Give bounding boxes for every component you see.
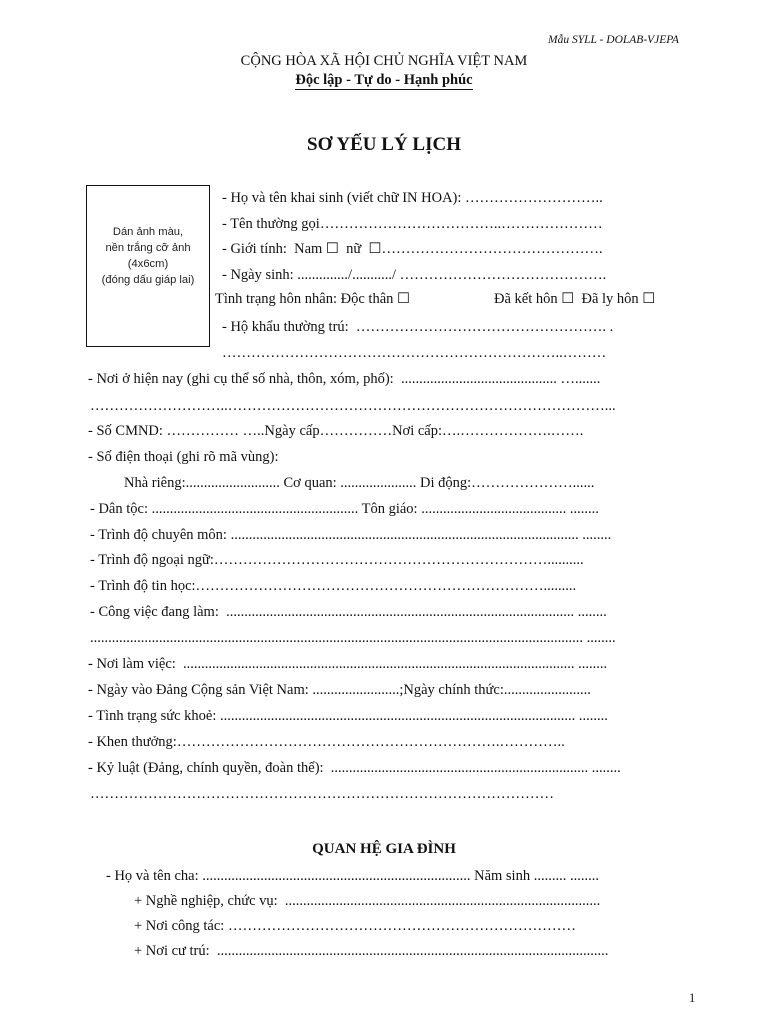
form-code: Mẫu SYLL - DOLAB-VJEPA — [548, 34, 679, 46]
marital-status-single[interactable]: Tình trạng hôn nhân: Độc thân ☐ — [215, 291, 411, 307]
awards-field[interactable]: - Khen thưởng:………………………………………………………….………….. — [88, 734, 565, 750]
gender-field[interactable]: - Giới tính: Nam ☐ nữ ☐………………………………………. — [222, 241, 603, 257]
id-card-field[interactable]: - Số CMND: …………… …..Ngày cấp……………Nơi cấp:….……………….……. — [88, 423, 584, 439]
father-workplace-field[interactable]: + Nơi công tác: ……………………………………………………………… — [134, 918, 576, 934]
birth-date-field[interactable]: - Ngày sinh: ............../.........../ ……………………………………. — [222, 267, 607, 283]
party-membership-field[interactable]: - Ngày vào Đảng Cộng sản Việt Nam: ........................;Ngày chính thức:........................ — [88, 682, 591, 698]
phone-numbers-field[interactable]: Nhà riêng:.......................... Cơ quan: ..................... Di động:…………………...... — [124, 475, 595, 491]
professional-level-field[interactable]: - Trình độ chuyên môn: ................................................................................................ ........ — [90, 527, 612, 543]
photo-placeholder — [86, 185, 210, 347]
ethnicity-religion-field[interactable]: - Dân tộc: ......................................................... Tôn giáo: ........................................ ........ — [90, 501, 599, 517]
common-name-field[interactable]: - Tên thường gọi………………………………..………………… — [222, 216, 603, 232]
father-residence-field[interactable]: + Nơi cư trú: ............................................................................................................ — [134, 943, 609, 959]
father-name-field[interactable]: - Họ và tên cha: .......................................................................... Năm sinh ......... ........ — [106, 868, 599, 884]
workplace-field[interactable]: - Nơi làm việc: ............................................................................................................ ........ — [88, 656, 608, 672]
document-title: SƠ YẾU LÝ LỊCH — [307, 134, 461, 155]
nation-name: CỘNG HÒA XÃ HỘI CHỦ NGHĨA VIỆT NAM — [240, 53, 528, 69]
discipline-continued[interactable]: …………………………………………………………………………………… — [90, 786, 554, 802]
motto-text: Độc lập - Tự do - Hạnh phúc — [295, 72, 473, 88]
permanent-address-field[interactable]: - Hộ khẩu thường trú: ……………………………………………. . — [222, 319, 614, 335]
page-number: 1 — [689, 991, 696, 1005]
permanent-address-continued[interactable]: ……………………………………………………………..……… — [222, 345, 607, 361]
photo-instructions: Dán ảnh màu, nền trắng cỡ ảnh (4x6cm) (đóng dấu giáp lai) — [101, 226, 195, 286]
current-residence-field[interactable]: - Nơi ở hiện nay (ghi cụ thể số nhà, thôn, xóm, phố): ........................................... …....... — [88, 371, 601, 387]
father-occupation-field[interactable]: + Nghề nghiệp, chức vụ: ....................................................................................... — [134, 893, 601, 909]
motto — [0, 72, 768, 89]
family-section-title: QUAN HỆ GIA ĐÌNH — [312, 841, 456, 857]
it-skills-field[interactable]: - Trình độ tin học:………………………………………………………………......... — [90, 578, 577, 594]
full-name-field[interactable]: - Họ và tên khai sinh (viết chữ IN HOA): ……………………….. — [222, 190, 603, 206]
current-job-field[interactable]: - Công việc đang làm: ................................................................................................ ........ — [90, 604, 607, 620]
current-job-continued[interactable]: ........................................................................................................................................ ........ — [90, 630, 616, 646]
current-residence-continued[interactable]: ………………………..……………………………………………………………………... — [90, 398, 616, 414]
marital-status-married-divorced[interactable]: Đã kết hôn ☐ Đã ly hôn ☐ — [494, 291, 656, 307]
discipline-field[interactable]: - Kỷ luật (Đảng, chính quyền, đoàn thể): ....................................................................... ........ — [88, 760, 621, 776]
health-status-field[interactable]: - Tình trạng sức khoẻ: .................................................................................................. ........ — [88, 708, 608, 724]
foreign-language-field[interactable]: - Trình độ ngoại ngữ:…………………………………………………………….......... — [90, 552, 584, 568]
phone-heading: - Số điện thoại (ghi rõ mã vùng): — [88, 449, 279, 465]
